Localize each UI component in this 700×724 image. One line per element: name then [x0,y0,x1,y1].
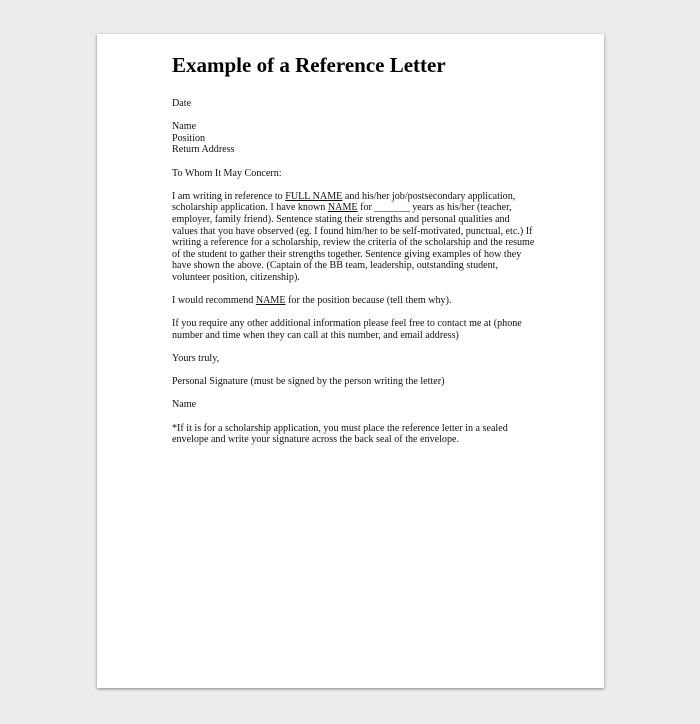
body-line: employer, family friend). Sentence stating their strengths and personal qualities and [172,213,510,225]
body-line: of the student to gather their strengths together. Sentence giving examples of how they [172,248,522,260]
full-name-placeholder: FULL NAME [285,190,343,202]
date-line: Date [172,98,192,109]
body-line: have shown the above. (Captain of the BB team, leadership, outstanding student, [172,260,499,272]
recommend-paragraph: I would recommend NAME for the position because (tell them why). [172,295,452,307]
body-line: volunteer position, citizenship). [172,271,300,283]
document-title: Example of a Reference Letter [172,53,446,77]
body-line: I am writing in reference to FULL NAME and his/her job/postsecondary application, [172,190,516,202]
letter-content [172,52,534,457]
return-position: Position [172,132,206,144]
contact-paragraph: If you require any other additional information please feel free to contact me at (phone number and time when they can call at this number, and email address) [172,318,522,341]
body-paragraph [172,191,534,284]
closing: Yours truly, [172,353,220,365]
body-line: writing a reference for a scholarship, review the criteria of the scholarship and the resume [172,237,535,249]
return-address: Return Address [172,144,235,156]
signer-name: Name [172,399,197,411]
return-address-block [172,121,534,156]
body-line: scholarship application. I have known NAME for _______ years as his/her (teacher, [172,202,512,214]
scholarship-note: *If it is for a scholarship application, you must place the reference letter in a sealed envelope and write your signature across the back seal of the envelope. [172,422,508,446]
signature-line: Personal Signature (must be signed by the person writing the letter) [172,376,445,388]
name-placeholder: NAME [327,202,358,214]
document-page [97,34,604,688]
salutation: To Whom It May Concern: [172,167,282,179]
return-name: Name [172,121,197,133]
body-line: values that you have observed (eg. I found him/her to be self-motivated, punctual, etc.) If [172,225,533,237]
name-placeholder: NAME [255,295,286,307]
